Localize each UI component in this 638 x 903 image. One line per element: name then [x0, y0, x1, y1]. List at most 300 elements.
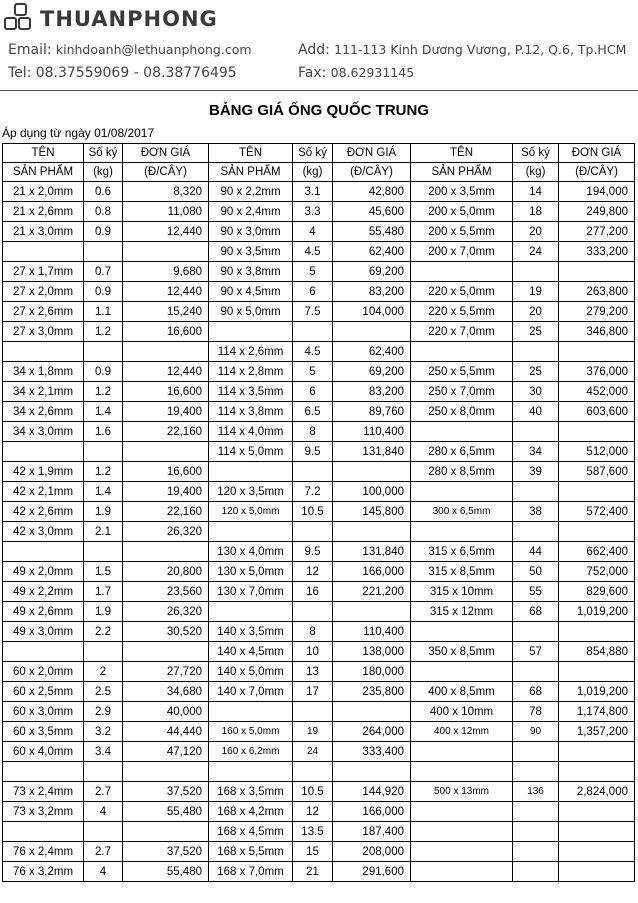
cell-product-name: 160 x 5,0mm — [209, 722, 293, 742]
cell-unit-price: 69,200 — [333, 262, 411, 282]
cell-unit-price: 37,520 — [123, 782, 209, 802]
cell-weight-kg: 2.7 — [84, 782, 123, 802]
cell-unit-price: 333,400 — [333, 742, 411, 762]
cell-unit-price: 26,320 — [123, 602, 209, 622]
email-label: Email: — [8, 42, 52, 58]
cell-unit-price: 100,000 — [333, 482, 411, 502]
table-row — [3, 462, 635, 482]
cell-weight-kg — [84, 342, 123, 362]
cell-unit-price: 37,520 — [123, 842, 209, 862]
table-row — [3, 202, 635, 222]
cell-weight-kg: 4.5 — [293, 242, 333, 262]
cell-weight-kg: 0.9 — [84, 282, 123, 302]
cell-weight-kg — [293, 322, 333, 342]
cell-unit-price — [559, 482, 635, 502]
email-value[interactable]: kinhdoanh@lethuanphong.com — [55, 42, 252, 57]
cell-unit-price — [559, 802, 635, 822]
cell-weight-kg: 1.2 — [84, 462, 123, 482]
cell-product-name: 42 x 1,9mm — [3, 462, 84, 482]
address-line — [298, 42, 626, 58]
table-row — [3, 602, 635, 622]
table-row — [3, 442, 635, 462]
cell-weight-kg — [84, 242, 123, 262]
cell-unit-price: 131,840 — [333, 442, 411, 462]
table-row — [3, 522, 635, 542]
table-row — [3, 342, 635, 362]
cell-weight-kg: 9.5 — [293, 542, 333, 562]
cell-product-name: 34 x 3,0mm — [3, 422, 84, 442]
cell-product-name: 27 x 2,6mm — [3, 302, 84, 322]
table-row — [3, 622, 635, 642]
cell-unit-price: 23,560 — [123, 582, 209, 602]
cell-weight-kg: 4 — [84, 862, 123, 882]
cell-product-name: 34 x 2,6mm — [3, 402, 84, 422]
cell-unit-price: 55,480 — [333, 222, 411, 242]
cell-product-name — [411, 842, 513, 862]
cell-unit-price: 603,600 — [559, 402, 635, 422]
cell-unit-price — [559, 262, 635, 282]
cell-unit-price: 55,480 — [123, 862, 209, 882]
cell-weight-kg: 78 — [513, 702, 559, 722]
cell-unit-price: 11,080 — [123, 202, 209, 222]
cell-unit-price — [559, 822, 635, 842]
col-price-subheader: (Đ/CÂY) — [123, 163, 209, 182]
cell-unit-price — [559, 422, 635, 442]
cell-product-name: 114 x 4,0mm — [209, 422, 293, 442]
cell-product-name — [411, 482, 513, 502]
cell-unit-price — [123, 242, 209, 262]
col-weight-subheader: (kg) — [293, 163, 333, 182]
cell-weight-kg: 1.7 — [84, 582, 123, 602]
cell-product-name: 42 x 2,1mm — [3, 482, 84, 502]
table-row — [3, 382, 635, 402]
cell-weight-kg — [293, 522, 333, 542]
cell-weight-kg: 9.5 — [293, 442, 333, 462]
cell-weight-kg — [513, 742, 559, 762]
cell-weight-kg: 68 — [513, 602, 559, 622]
cell-unit-price: 279,200 — [559, 302, 635, 322]
cell-weight-kg: 19 — [513, 282, 559, 302]
cell-unit-price — [559, 842, 635, 862]
cell-weight-kg: 0.8 — [84, 202, 123, 222]
cell-unit-price — [559, 862, 635, 882]
cell-weight-kg: 1.2 — [84, 322, 123, 342]
price-table — [2, 143, 635, 882]
cell-weight-kg: 7.5 — [293, 302, 333, 322]
apply-date-note: Áp dụng từ ngày 01/08/2017 — [2, 126, 155, 140]
col-price-subheader: (Đ/CÂY) — [333, 163, 411, 182]
cell-unit-price: 19,400 — [123, 402, 209, 422]
cell-unit-price: 1,357,200 — [559, 722, 635, 742]
email-line — [8, 42, 252, 58]
company-logo — [4, 2, 218, 36]
cell-product-name — [3, 762, 84, 782]
cell-product-name: 90 x 3,8mm — [209, 262, 293, 282]
cell-unit-price: 27,720 — [123, 662, 209, 682]
cell-unit-price: 22,160 — [123, 422, 209, 442]
cell-weight-kg: 6 — [293, 382, 333, 402]
cell-unit-price: 42,800 — [333, 182, 411, 202]
col-name-subheader: SẢN PHẨM — [209, 163, 293, 182]
cell-product-name — [411, 802, 513, 822]
cell-product-name: 60 x 3,5mm — [3, 722, 84, 742]
cell-unit-price: 249,800 — [559, 202, 635, 222]
cell-weight-kg: 20 — [513, 302, 559, 322]
cell-unit-price: 2,824,000 — [559, 782, 635, 802]
cell-product-name: 21 x 2,6mm — [3, 202, 84, 222]
table-row — [3, 242, 635, 262]
cell-weight-kg: 2 — [84, 662, 123, 682]
cell-unit-price: 69,200 — [333, 362, 411, 382]
cell-unit-price — [123, 762, 209, 782]
cell-unit-price: 9,680 — [123, 262, 209, 282]
cell-product-name: 300 x 6,5mm — [411, 502, 513, 522]
cell-unit-price: 166,000 — [333, 562, 411, 582]
cell-product-name — [411, 422, 513, 442]
cell-unit-price: 452,000 — [559, 382, 635, 402]
cell-unit-price: 12,440 — [123, 282, 209, 302]
cell-product-name: 140 x 7,0mm — [209, 682, 293, 702]
cell-weight-kg — [84, 822, 123, 842]
table-row — [3, 402, 635, 422]
cell-unit-price — [333, 762, 411, 782]
cell-product-name: 400 x 12mm — [411, 722, 513, 742]
tel-label: Tel: — [8, 65, 32, 81]
cell-product-name — [411, 862, 513, 882]
table-row — [3, 662, 635, 682]
cell-weight-kg: 8 — [293, 622, 333, 642]
cell-weight-kg: 34 — [513, 442, 559, 462]
cell-product-name: 250 x 5,5mm — [411, 362, 513, 382]
cell-weight-kg: 12 — [293, 562, 333, 582]
cell-weight-kg — [513, 422, 559, 442]
cell-product-name: 200 x 5,0mm — [411, 202, 513, 222]
cell-product-name: 42 x 3,0mm — [3, 522, 84, 542]
header-divider — [0, 90, 638, 91]
cell-product-name — [411, 742, 513, 762]
col-name-subheader: SẢN PHẨM — [411, 163, 513, 182]
cell-product-name — [411, 522, 513, 542]
cell-weight-kg: 0.7 — [84, 262, 123, 282]
cell-unit-price: 1,174,800 — [559, 702, 635, 722]
cell-product-name: 220 x 5,5mm — [411, 302, 513, 322]
cell-weight-kg: 16 — [293, 582, 333, 602]
table-row — [3, 862, 635, 882]
cell-product-name: 130 x 4,0mm — [209, 542, 293, 562]
cell-product-name: 27 x 3,0mm — [3, 322, 84, 342]
cell-product-name: 60 x 2,5mm — [3, 682, 84, 702]
cell-weight-kg: 12 — [293, 802, 333, 822]
cell-weight-kg: 5 — [293, 262, 333, 282]
table-row — [3, 322, 635, 342]
cell-unit-price: 277,200 — [559, 222, 635, 242]
tel-value: 08.37559069 - 08.38776495 — [35, 65, 237, 81]
cell-weight-kg: 13 — [293, 662, 333, 682]
cell-product-name: 120 x 3,5mm — [209, 482, 293, 502]
col-price-header: ĐƠN GIÁ — [123, 144, 209, 163]
cell-product-name: 90 x 3,0mm — [209, 222, 293, 242]
cell-product-name: 315 x 10mm — [411, 582, 513, 602]
cell-product-name — [411, 762, 513, 782]
cell-product-name: 350 x 8,5mm — [411, 642, 513, 662]
cell-unit-price: 26,320 — [123, 522, 209, 542]
cell-weight-kg: 18 — [513, 202, 559, 222]
table-row — [3, 302, 635, 322]
cell-unit-price: 333,200 — [559, 242, 635, 262]
cell-product-name: 49 x 2,2mm — [3, 582, 84, 602]
cell-weight-kg — [513, 482, 559, 502]
page-title: BẢNG GIÁ ỐNG QUỐC TRUNG — [209, 102, 429, 119]
cell-product-name: 315 x 6,5mm — [411, 542, 513, 562]
cell-weight-kg: 7.2 — [293, 482, 333, 502]
cell-product-name — [3, 342, 84, 362]
cell-product-name: 250 x 7,0mm — [411, 382, 513, 402]
cell-weight-kg — [513, 342, 559, 362]
cell-product-name: 120 x 5,0mm — [209, 502, 293, 522]
table-row — [3, 742, 635, 762]
cell-product-name: 21 x 2,0mm — [3, 182, 84, 202]
cell-weight-kg: 20 — [513, 222, 559, 242]
cell-weight-kg: 1.9 — [84, 502, 123, 522]
cell-weight-kg: 57 — [513, 642, 559, 662]
cell-weight-kg: 6.5 — [293, 402, 333, 422]
col-weight-header: Số ký — [513, 144, 559, 163]
cell-product-name — [209, 462, 293, 482]
cell-weight-kg: 3.3 — [293, 202, 333, 222]
col-name-header: TÊN — [209, 144, 293, 163]
cell-weight-kg — [84, 762, 123, 782]
cell-unit-price: 144,920 — [333, 782, 411, 802]
cell-product-name: 280 x 8,5mm — [411, 462, 513, 482]
cell-product-name: 90 x 2,4mm — [209, 202, 293, 222]
cell-unit-price: 47,120 — [123, 742, 209, 762]
table-row — [3, 822, 635, 842]
cell-unit-price: 110,400 — [333, 622, 411, 642]
cell-unit-price — [559, 522, 635, 542]
cell-unit-price: 1,019,200 — [559, 602, 635, 622]
cell-unit-price: 22,160 — [123, 502, 209, 522]
cell-product-name: 49 x 3,0mm — [3, 622, 84, 642]
cell-weight-kg: 24 — [513, 242, 559, 262]
cell-product-name: 168 x 5,5mm — [209, 842, 293, 862]
cell-weight-kg: 2.5 — [84, 682, 123, 702]
table-row — [3, 802, 635, 822]
table-row — [3, 682, 635, 702]
cell-weight-kg — [513, 862, 559, 882]
table-row — [3, 782, 635, 802]
cell-unit-price: 44,440 — [123, 722, 209, 742]
cell-product-name: 168 x 3,5mm — [209, 782, 293, 802]
cell-product-name: 140 x 5,0mm — [209, 662, 293, 682]
cell-weight-kg: 10 — [293, 642, 333, 662]
cell-unit-price — [123, 642, 209, 662]
cell-product-name: 200 x 7,0mm — [411, 242, 513, 262]
cell-weight-kg: 4 — [84, 802, 123, 822]
cell-product-name: 60 x 3,0mm — [3, 702, 84, 722]
cell-product-name: 160 x 6,2mm — [209, 742, 293, 762]
cell-weight-kg — [513, 522, 559, 542]
cell-weight-kg: 25 — [513, 362, 559, 382]
cell-unit-price — [333, 602, 411, 622]
cell-weight-kg: 25 — [513, 322, 559, 342]
cell-unit-price: 346,800 — [559, 322, 635, 342]
table-row — [3, 422, 635, 442]
cell-weight-kg: 1.1 — [84, 302, 123, 322]
cell-weight-kg: 1.2 — [84, 382, 123, 402]
table-row — [3, 702, 635, 722]
cell-product-name: 114 x 2,8mm — [209, 362, 293, 382]
cell-product-name: 42 x 2,6mm — [3, 502, 84, 522]
cell-unit-price: 104,000 — [333, 302, 411, 322]
cell-product-name: 73 x 3,2mm — [3, 802, 84, 822]
cell-unit-price: 829,600 — [559, 582, 635, 602]
cell-weight-kg: 6 — [293, 282, 333, 302]
cell-weight-kg: 1.5 — [84, 562, 123, 582]
cell-weight-kg: 14 — [513, 182, 559, 202]
cell-product-name: 220 x 7,0mm — [411, 322, 513, 342]
cell-unit-price — [559, 622, 635, 642]
cell-unit-price: 20,800 — [123, 562, 209, 582]
cell-weight-kg — [293, 702, 333, 722]
cell-weight-kg — [513, 822, 559, 842]
cell-weight-kg — [293, 762, 333, 782]
cell-unit-price: 138,000 — [333, 642, 411, 662]
cell-product-name: 250 x 8,0mm — [411, 402, 513, 422]
cell-unit-price: 62,400 — [333, 242, 411, 262]
table-row — [3, 482, 635, 502]
cell-unit-price: 376,000 — [559, 362, 635, 382]
cell-product-name: 400 x 10mm — [411, 702, 513, 722]
cell-unit-price — [333, 462, 411, 482]
cell-product-name — [209, 702, 293, 722]
cell-weight-kg: 19 — [293, 722, 333, 742]
cell-weight-kg: 5 — [293, 362, 333, 382]
cell-unit-price — [559, 662, 635, 682]
cell-unit-price: 30,520 — [123, 622, 209, 642]
cell-weight-kg — [293, 602, 333, 622]
cell-product-name: 49 x 2,6mm — [3, 602, 84, 622]
cell-weight-kg: 13.5 — [293, 822, 333, 842]
cell-product-name: 140 x 3,5mm — [209, 622, 293, 642]
cell-product-name: 76 x 2,4mm — [3, 842, 84, 862]
col-weight-header: Số ký — [84, 144, 123, 163]
cell-product-name — [3, 642, 84, 662]
cell-product-name: 114 x 5,0mm — [209, 442, 293, 462]
cell-product-name: 114 x 3,8mm — [209, 402, 293, 422]
cell-unit-price: 12,440 — [123, 222, 209, 242]
cell-product-name — [411, 262, 513, 282]
col-weight-header: Số ký — [293, 144, 333, 163]
fax-value: 08.62931145 — [330, 65, 415, 80]
fax-label: Fax: — [298, 65, 327, 81]
cell-weight-kg: 0.6 — [84, 182, 123, 202]
cell-unit-price: 512,000 — [559, 442, 635, 462]
cell-product-name — [411, 342, 513, 362]
cell-product-name: 200 x 3,5mm — [411, 182, 513, 202]
cell-unit-price: 587,600 — [559, 462, 635, 482]
cell-weight-kg: 136 — [513, 782, 559, 802]
table-row — [3, 182, 635, 202]
col-price-header: ĐƠN GIÁ — [559, 144, 635, 163]
cell-product-name: 500 x 13mm — [411, 782, 513, 802]
cell-unit-price: 83,200 — [333, 282, 411, 302]
table-row — [3, 262, 635, 282]
cell-weight-kg: 3.4 — [84, 742, 123, 762]
cell-unit-price: 572,400 — [559, 502, 635, 522]
cell-unit-price: 263,800 — [559, 282, 635, 302]
table-row — [3, 642, 635, 662]
cell-weight-kg: 1.4 — [84, 482, 123, 502]
col-name-header: TÊN — [411, 144, 513, 163]
cell-weight-kg: 21 — [293, 862, 333, 882]
cell-unit-price: 83,200 — [333, 382, 411, 402]
cell-unit-price — [123, 542, 209, 562]
col-name-header: TÊN — [3, 144, 84, 163]
cell-unit-price: 55,480 — [123, 802, 209, 822]
col-price-header: ĐƠN GIÁ — [333, 144, 411, 163]
cell-product-name: 315 x 8,5mm — [411, 562, 513, 582]
cell-unit-price: 19,400 — [123, 482, 209, 502]
cell-product-name — [3, 242, 84, 262]
cell-weight-kg: 0.9 — [84, 222, 123, 242]
cell-weight-kg — [513, 622, 559, 642]
cell-product-name — [3, 822, 84, 842]
cell-product-name: 130 x 5,0mm — [209, 562, 293, 582]
cell-product-name — [209, 762, 293, 782]
cell-weight-kg: 0.9 — [84, 362, 123, 382]
cell-unit-price: 235,800 — [333, 682, 411, 702]
cell-unit-price — [559, 762, 635, 782]
table-row — [3, 582, 635, 602]
cell-weight-kg: 39 — [513, 462, 559, 482]
cell-unit-price — [333, 702, 411, 722]
cell-weight-kg — [513, 802, 559, 822]
fax-line — [298, 65, 414, 81]
cell-weight-kg: 3.2 — [84, 722, 123, 742]
cell-unit-price: 187,400 — [333, 822, 411, 842]
cell-product-name — [411, 822, 513, 842]
cell-unit-price: 110,400 — [333, 422, 411, 442]
cell-weight-kg — [84, 542, 123, 562]
cell-product-name: 140 x 4,5mm — [209, 642, 293, 662]
cell-weight-kg — [84, 642, 123, 662]
cell-product-name: 220 x 5,0mm — [411, 282, 513, 302]
cell-product-name: 168 x 4,2mm — [209, 802, 293, 822]
cell-product-name — [209, 602, 293, 622]
cell-unit-price — [123, 342, 209, 362]
cell-product-name: 27 x 2,0mm — [3, 282, 84, 302]
cell-unit-price: 264,000 — [333, 722, 411, 742]
cell-unit-price: 145,800 — [333, 502, 411, 522]
cell-weight-kg: 4 — [293, 222, 333, 242]
cell-product-name: 90 x 2,2mm — [209, 182, 293, 202]
cell-product-name — [3, 542, 84, 562]
cell-weight-kg: 3.1 — [293, 182, 333, 202]
cell-unit-price — [333, 322, 411, 342]
cell-weight-kg: 2.2 — [84, 622, 123, 642]
cell-weight-kg: 1.4 — [84, 402, 123, 422]
cell-product-name: 400 x 8,5mm — [411, 682, 513, 702]
cell-weight-kg: 1.9 — [84, 602, 123, 622]
cell-unit-price: 45,600 — [333, 202, 411, 222]
cell-weight-kg: 1.6 — [84, 422, 123, 442]
cell-weight-kg — [513, 842, 559, 862]
address-label: Add: — [298, 42, 330, 58]
cell-unit-price: 752,000 — [559, 562, 635, 582]
cell-weight-kg: 2.1 — [84, 522, 123, 542]
cell-product-name: 27 x 1,7mm — [3, 262, 84, 282]
brand-name: THUANPHONG — [40, 7, 218, 31]
